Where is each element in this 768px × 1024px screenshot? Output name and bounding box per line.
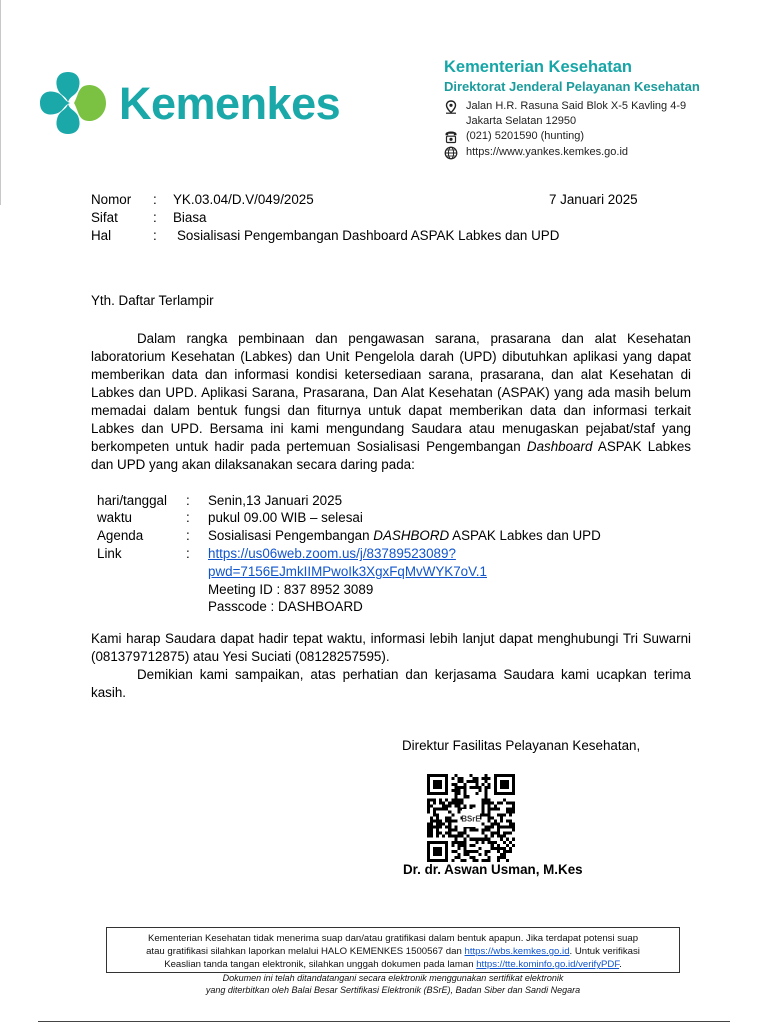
- recipient: Yth. Daftar Terlampir: [91, 293, 214, 308]
- agenda-label: Agenda: [97, 528, 144, 543]
- notice-line-2-tail: . Untuk verifikasi: [569, 946, 640, 957]
- agenda-part2: ASPAK Labkes dan UPD: [452, 528, 601, 543]
- body-p1-italic: Dashboard: [526, 439, 593, 454]
- esign-footnote-1: Dokumen ini telah ditandatangani secara elektronik menggunakan sertifikat elektronik: [222, 973, 564, 983]
- body-paragraph-3: Demikian kami sampaikan, atas perhatian dan kerjasama Saudara kami ucapkan terima kasih.: [91, 667, 691, 700]
- nomor-label: Nomor: [91, 192, 132, 207]
- logo-wordmark: Kemenkes: [119, 78, 341, 129]
- day-label: hari/tanggal: [97, 493, 167, 508]
- signer-title: Direktur Fasilitas Pelayanan Kesehatan,: [402, 738, 641, 753]
- globe-icon: [444, 146, 458, 160]
- wbs-link[interactable]: https://wbs.kemkes.go.id: [464, 946, 570, 957]
- ministry-name: Kementerian Kesehatan: [444, 58, 632, 76]
- sifat-value: Biasa: [173, 210, 207, 225]
- page-edge-line: [0, 0, 1, 205]
- notice-line-3-text: Keaslian tanda tangan elektronik, silahkan unggah dokumen pada laman: [164, 959, 474, 970]
- notice-line-2: [113, 945, 673, 958]
- sifat-label: Sifat: [91, 210, 118, 225]
- agenda-separator: :: [186, 528, 190, 543]
- footer-divider: [38, 1021, 730, 1022]
- kemenkes-logo-icon: [38, 68, 108, 138]
- body-p1-part2: ASPAK Labkes dan UPD yang akan dilaksanakan secara daring pada:: [91, 439, 691, 472]
- qr-center-text: BSrE: [461, 814, 481, 824]
- address-line-2: Jakarta Selatan 12950: [466, 115, 577, 127]
- agenda-value: [208, 527, 601, 545]
- phone-row: [444, 129, 584, 144]
- signer-name: Dr. dr. Aswan Usman, M.Kes: [403, 862, 583, 877]
- sifat-separator: :: [153, 210, 157, 225]
- agenda-part1: Sosialisasi Pengembangan: [208, 528, 370, 543]
- address-row-2: [466, 114, 576, 129]
- hal-label: Hal: [91, 228, 112, 243]
- address-row: [444, 99, 686, 114]
- website-url: https://www.yankes.kemkes.go.id: [466, 146, 629, 158]
- time-label: waktu: [97, 510, 132, 525]
- passcode: Passcode : DASHBOARD: [208, 599, 363, 614]
- zoom-link-line-2[interactable]: pwd=7156EJmkIIMPwoIk3XgxFqMvWYK7oV.1: [208, 564, 487, 579]
- anti-gratification-notice: [106, 927, 680, 973]
- meeting-id: Meeting ID : 837 8952 3089: [208, 582, 374, 597]
- time-separator: :: [186, 510, 190, 525]
- nomor-value: YK.03.04/D.V/049/2025: [173, 192, 314, 207]
- time-value: pukul 09.00 WIB – selesai: [208, 510, 363, 525]
- notice-line-2-text: atau gratifikasi silahkan laporkan melalui HALO KEMENKES 1500567 dan: [146, 946, 462, 957]
- hal-separator: :: [153, 228, 157, 243]
- body-paragraph-2: Kami harap Saudara dapat hadir tepat waktu, informasi lebih lanjut dapat menghubungi Tri Suwarni (081379712875) atau Yesi Suciati (08128257595).: [91, 631, 691, 664]
- esign-footnote-2: yang diterbitkan oleh Balai Besar Sertifikasi Elektronik (BSrE), Badan Siber dan Sandi Negara: [205, 985, 581, 995]
- letter-date: 7 Januari 2025: [549, 192, 638, 207]
- hal-value: Sosialisasi Pengembangan Dashboard ASPAK Labkes dan UPD: [177, 228, 560, 243]
- address-line-1: Jalan H.R. Rasuna Said Blok X-5 Kavling 4-9: [466, 100, 687, 112]
- location-pin-icon: [444, 100, 458, 114]
- phone-number: (021) 5201590 (hunting): [466, 130, 585, 142]
- telephone-icon: [444, 130, 458, 144]
- directorate-name: Direktorat Jenderal Pelayanan Kesehatan: [444, 79, 700, 94]
- link-separator: :: [186, 546, 190, 561]
- signature-qr-code: [427, 774, 515, 862]
- notice-line-3: [113, 958, 673, 971]
- website-row: [444, 145, 628, 160]
- notice-line-1: Kementerian Kesehatan tidak menerima suap dan/atau gratifikasi dalam bentuk apapun. Jika terdapat potensi suap: [147, 933, 639, 944]
- day-value: Senin,13 Januari 2025: [208, 493, 343, 508]
- body-paragraph-1: [91, 330, 691, 474]
- zoom-link-line-1[interactable]: https://us06web.zoom.us/j/83789523089?: [208, 546, 456, 561]
- body-p1-part1: Dalam rangka pembinaan dan pengawasan sarana, prasarana dan alat Kesehatan laboratorium Kesehatan (Labkes) dan Unit Pengelola darah (UPD) dibutuhkan aplikasi yang dapat memberikan data dan informasi kondisi ketersediaan sarana, prasarana, dan alat Kesehatan di Labkes dan UPD. Aplikasi Sarana, Prasarana, Dan Alat Kesehatan (ASPAK) yang ada masih belum memadai dalam bentuk fungsi dan fiturnya untuk dapat memberikan data dan informasi terkait Labkes dan UPD. Bersama ini kami mengundang Saudara atau menugaskan pejabat/staf yang berkompeten untuk hadir pada pertemuan Sosialisasi Pengembangan: [91, 331, 691, 454]
- verify-pdf-link[interactable]: https://tte.kominfo.go.id/verifyPDF: [476, 959, 620, 970]
- nomor-separator: :: [153, 192, 157, 207]
- day-separator: :: [186, 493, 190, 508]
- notice-line-3-tail: .: [619, 959, 622, 970]
- link-label: Link: [97, 546, 122, 561]
- agenda-italic: DASHBORD: [373, 528, 450, 543]
